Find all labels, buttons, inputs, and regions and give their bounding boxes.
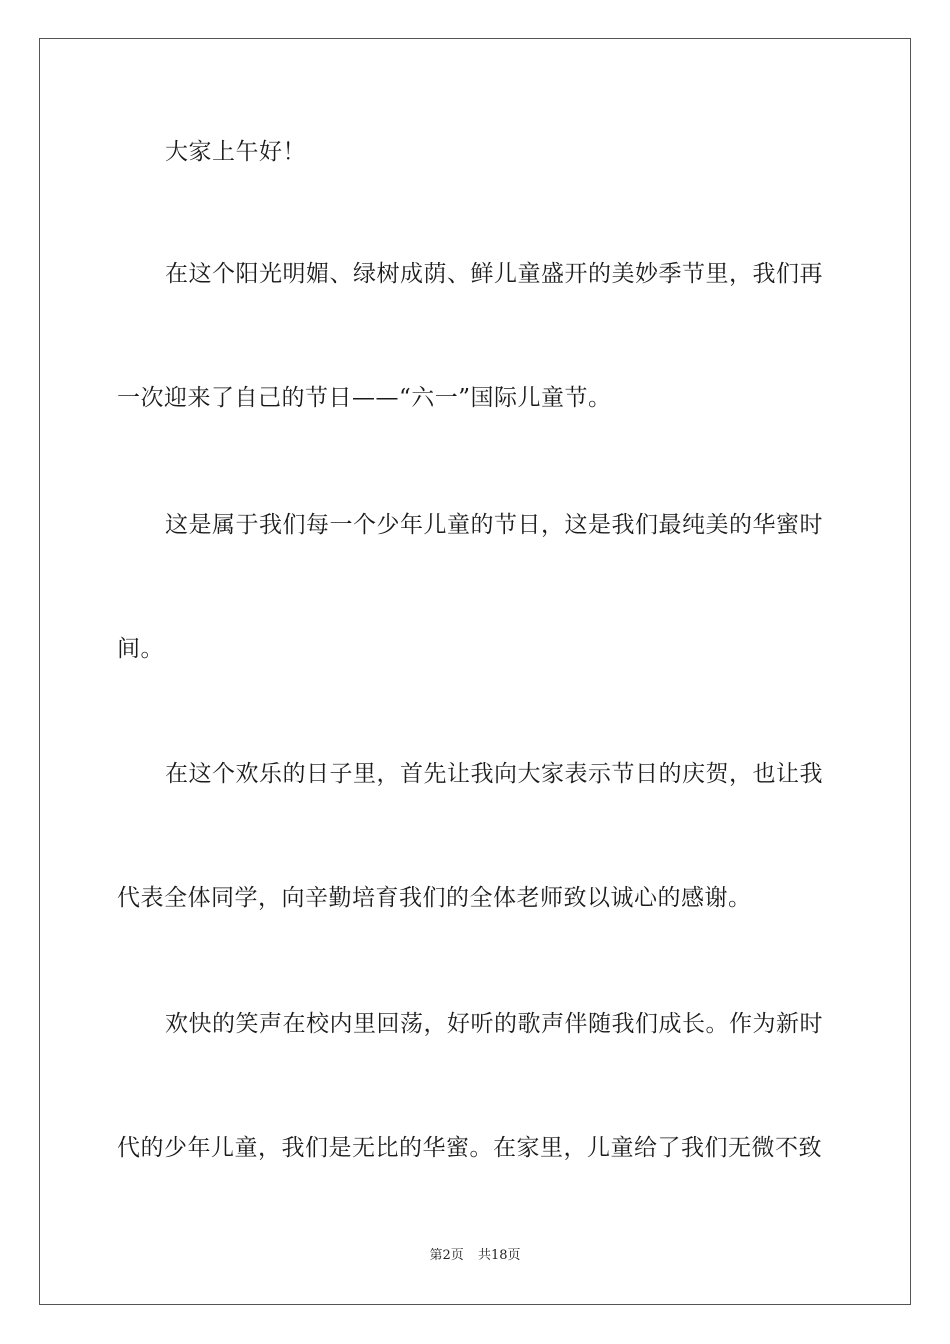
text-line-paragraph1-start: 在这个阳光明媚、绿树成荫、鲜儿童盛开的美妙季节里，我们再 [165,261,823,287]
page-total: 共18页 [477,1248,521,1263]
page-border [39,38,911,1305]
text-line-greeting: 大家上午好！ [165,139,306,165]
text-line-paragraph2-start: 这是属于我们每一个少年儿童的节日，这是我们最纯美的华蜜时 [165,512,823,538]
text-line-paragraph3-end: 代表全体同学，向辛勤培育我们的全体老师致以诚心的感谢。 [117,885,752,911]
text-line-paragraph3-start: 在这个欢乐的日子里，首先让我向大家表示节日的庆贺，也让我 [165,761,823,787]
text-line-paragraph1-end: 一次迎来了自己的节日——“六一”国际儿童节。 [117,385,612,411]
page-number: 第2页 [429,1248,464,1263]
text-line-paragraph4-start: 欢快的笑声在校内里回荡，好听的歌声伴随我们成长。作为新时 [165,1011,823,1037]
text-line-paragraph4-cont: 代的少年儿童，我们是无比的华蜜。在家里，儿童给了我们无微不致 [117,1135,822,1161]
text-line-paragraph2-end: 间。 [117,636,164,662]
page-footer [0,1247,950,1265]
